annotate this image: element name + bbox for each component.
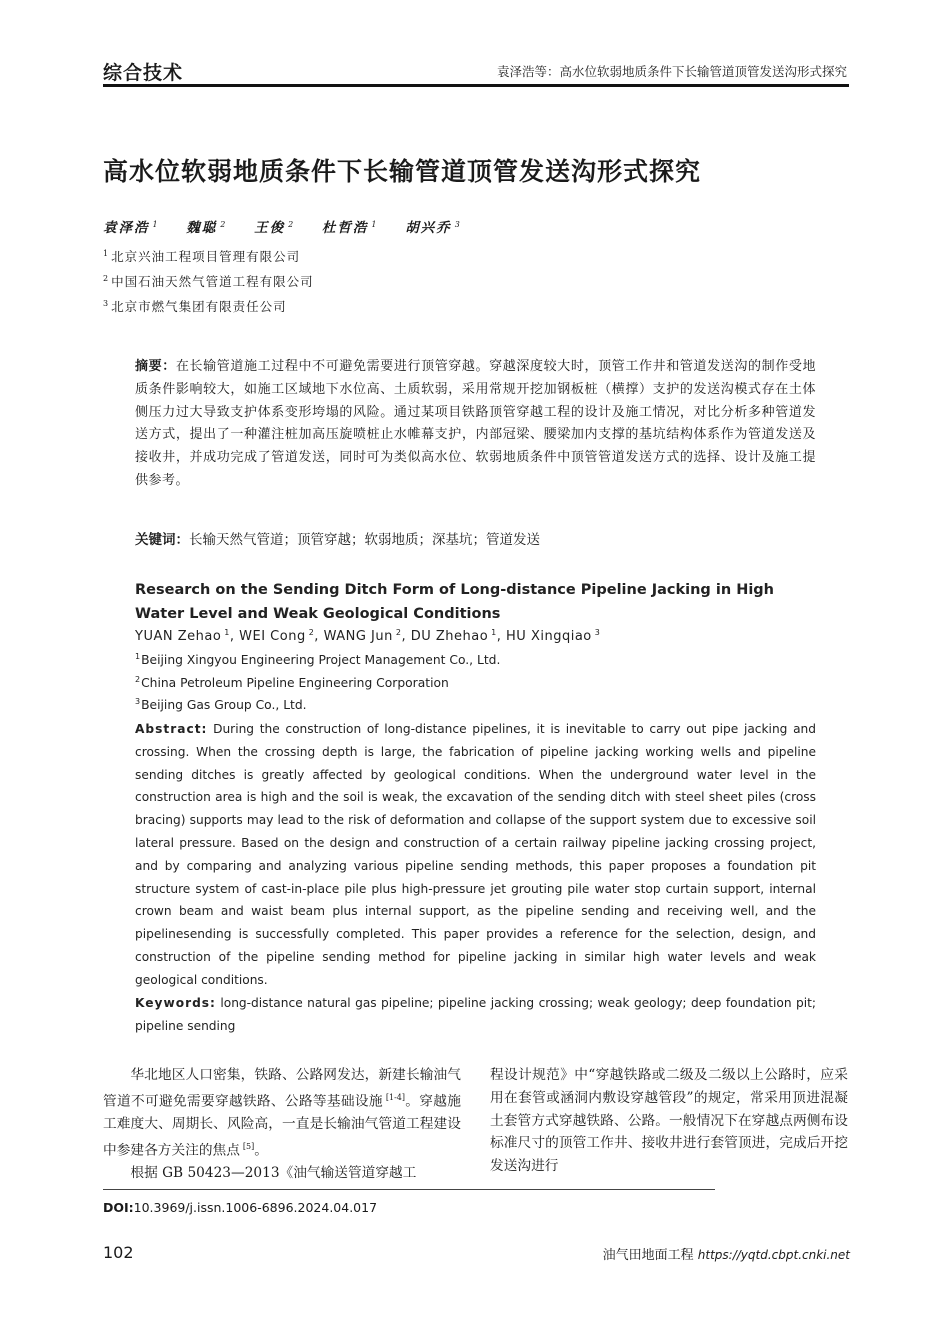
keywords-cn-text: 长输天然气管道；顶管穿越；软弱地质；深基坑；管道发送: [189, 532, 540, 548]
affiliation-en: $^3$Beijing Gas Group Co., Ltd.: [135, 697, 307, 713]
journal-name: 油气田地面工程: [602, 1248, 694, 1263]
author-en: WANG Jun $^2$,: [323, 628, 411, 645]
body-paragraph: 根据 GB 50423—2013《油气输送管道穿越工: [130, 1165, 417, 1182]
running-title: 袁泽浩等：高水位软弱地质条件下长输管道顶管发送沟形式探究: [496, 64, 847, 79]
body-paragraph: 程设计规范》中“穿越铁路或二级及二级以上公路时，应采用在套管或涵洞内敷设穿越管段”的规定，常采用顶进混凝土套管方式穿越铁路、公路。一般情况下在穿越点两侧布设标准尺寸的顶管工作井、接收井进行套管顶进，完成后开挖发送沟进行: [490, 1067, 848, 1175]
abstract-en-label: Abstract:: [135, 722, 208, 736]
keywords-cn-label: 关键词：: [135, 532, 189, 548]
affiliation-en: $^1$Beijing Xingyou Engineering Project Management Co., Ltd.: [135, 652, 501, 668]
author-en: YUAN Zehao $^1$,: [135, 628, 240, 645]
author-cn: 胡兴乔 $^3$: [405, 219, 462, 236]
author-en: DU Zhehao $^1$,: [410, 628, 507, 645]
affiliation-en: $^2$China Petroleum Pipeline Engineering Corporation: [135, 675, 449, 691]
keywords-en-text: long-distance natural gas pipeline; pipeline jacking crossing; weak geology; deep foundation pit; pipeline sending: [135, 996, 816, 1033]
abstract-en-text: During the construction of long-distance pipelines, it is inevitable to carry out pipe jacking and crossing. When the crossing depth is large, the fabrication of pipeline jacking working wells and pipeline sending ditches is greatly affected by geological conditions. When the underground water level in the construction area is high and the soil is weak, the excavation of the sending ditch with steel sheet piles (cross bracing) supports may lead to the risk of deformation and collapse of the support system due to excessive soil lateral pressure. Based on the design and construction of a certain railway pipeline jacking crossing project, and by comparing and analyzing various pipeline sending methods, this paper proposes a foundation pit structure system of cast-in-place pile plus high-pressure jet grouting pile water stop curtain support, internal crown beam and waist beam plus internal support, as the pipeline sending and receiving well, and the pipelinesending is successfully completed. This paper provides a reference for the selection, design, and construction of the pipeline sending method for pipeline jacking in similar high water levels and weak geological conditions.: [135, 722, 816, 987]
body-paragraph: 华北地区人口密集，铁路、公路网发达，新建长输油气管道不可避免需要穿越铁路、公路等基础设施 [1-4]。穿越施工难度大、周期长、风险高，一直是长输油气管道工程建设中参建各方关注的焦点 [5]。: [103, 1067, 461, 1159]
doi-label: DOI:: [103, 1200, 134, 1215]
author-en: HU Xingqiao $^3$: [506, 628, 601, 645]
authors-en: [135, 628, 600, 644]
authors-cn: [103, 216, 482, 236]
abstract-cn-label: 摘要：: [135, 359, 176, 374]
author-cn: 王俊 $^2$: [254, 219, 296, 236]
journal-url[interactable]: https://yqtd.cbpt.cnki.net: [697, 1248, 850, 1262]
journal-footer: [603, 1244, 850, 1263]
affiliation-cn: $^3$ 北京市燃气集团有限责任公司: [103, 298, 287, 314]
abstract-cn-text: 在长输管道施工过程中不可避免需要进行顶管穿越。穿越深度较大时，顶管工作井和管道发送沟的制作受地质条件影响较大，如施工区域地下水位高、土质软弱，采用常规开挖加钢板桩（横撑）支护的发送沟模式存在土体侧压力过大导致支护体系变形垮塌的风险。通过某项目铁路顶管穿越工程的设计及施工情况，对比分析多种管道发送方式，提出了一种灌注桩加高压旋喷桩止水帷幕支护，内部冠梁、腰梁加内支撑的基坑结构体系作为管道发送及接收井，并成功完成了管道发送，同时可为类似高水位、软弱地质条件中顶管管道发送方式的选择、设计及施工提供参考。: [135, 359, 816, 488]
body-column-left: [103, 1064, 461, 1185]
abstract-cn: [135, 356, 816, 493]
affiliation-cn: $^1$ 北京兴油工程项目管理有限公司: [103, 248, 301, 264]
paper-title: 高水位软弱地质条件下长输管道顶管发送沟形式探究: [103, 157, 702, 186]
page-number: 102: [103, 1243, 134, 1262]
keywords-en: [135, 992, 816, 1038]
keywords-cn: [135, 528, 816, 548]
author-cn: 杜哲浩 $^1$: [321, 219, 379, 236]
keywords-en-label: Keywords:: [135, 996, 216, 1010]
affiliation-cn: $^2$ 中国石油天然气管道工程有限公司: [103, 273, 314, 289]
author-en: WEI Cong $^2$,: [239, 628, 324, 645]
paper-title-en: Research on the Sending Ditch Form of Long-distance Pipeline Jacking in High Water Level and Weak Geological Conditions: [135, 582, 775, 622]
section-label: 综合技术: [103, 62, 184, 84]
abstract-en: [135, 718, 816, 992]
doi-value: 10.3969/j.issn.1006-6896.2024.04.017: [133, 1200, 378, 1215]
author-cn: 魏聪 $^2$: [186, 219, 228, 236]
footnote-rule: [103, 1189, 715, 1190]
author-cn: 袁泽浩 $^1$: [103, 219, 160, 236]
header-rule: [103, 84, 849, 87]
doi: [103, 1200, 377, 1215]
body-column-right: [490, 1064, 848, 1178]
